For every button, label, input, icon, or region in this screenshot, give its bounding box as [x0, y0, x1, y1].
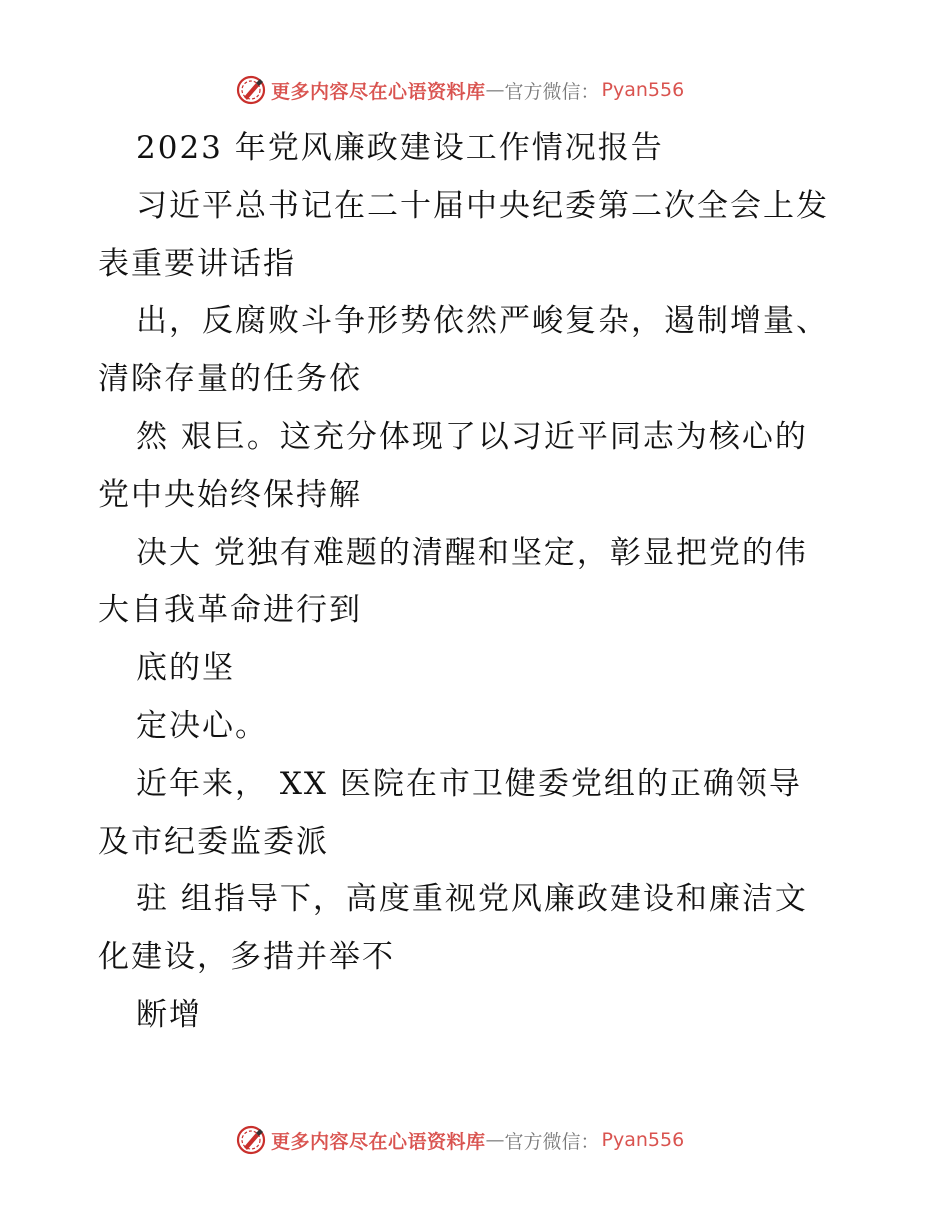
- text-line: 出，反腐败斗争形势依然严峻复杂，遏制增量、: [136, 303, 829, 340]
- text-line: 大自我革命进行到: [98, 592, 362, 629]
- text-line: 决大 党独有难题的清醒和坚定，彰显把党的伟: [136, 534, 808, 571]
- watermark-wechat-id: Pyan556: [601, 1129, 685, 1151]
- document-body: [98, 120, 858, 1045]
- text-line: 断增: [136, 996, 202, 1033]
- text-line: 化建设，多措并举不: [98, 939, 395, 976]
- text-line: 2023 年党风廉政建设工作情况报告: [136, 130, 664, 166]
- pen-logo-icon: [235, 1124, 267, 1156]
- text-line: 底的坚: [136, 650, 235, 687]
- text-line: 党中央始终保持解: [98, 476, 362, 513]
- watermark-wechat-label: 官方微信：: [504, 80, 600, 103]
- footer-watermark: [235, 1123, 684, 1157]
- text-line: 定决心。: [136, 707, 268, 744]
- watermark-title: 更多内容尽在心语资料库: [271, 1130, 486, 1153]
- watermark-wechat-label: 官方微信：: [504, 1130, 600, 1153]
- pen-logo-icon: [235, 74, 267, 106]
- watermark-dash: —: [485, 1129, 505, 1151]
- text-line: 清除存量的任务依: [98, 361, 362, 398]
- watermark-wechat-id: Pyan556: [601, 79, 685, 101]
- header-watermark: [235, 73, 684, 107]
- text-line: 表重要讲话指: [98, 245, 296, 282]
- text-line: 然 艰巨。这充分体现了以习近平同志为核心的: [136, 418, 808, 455]
- text-line: 习近平总书记在二十届中央纪委第二次全会上发: [136, 187, 829, 224]
- text-line: 驻 组指导下，高度重视党风廉政建设和廉洁文: [136, 881, 808, 918]
- text-line: 近年来， XX 医院在市卫健委党组的正确领导: [136, 765, 802, 802]
- watermark-dash: —: [485, 79, 505, 101]
- text-line: 及市纪委监委派: [98, 823, 329, 860]
- watermark-title: 更多内容尽在心语资料库: [271, 80, 486, 103]
